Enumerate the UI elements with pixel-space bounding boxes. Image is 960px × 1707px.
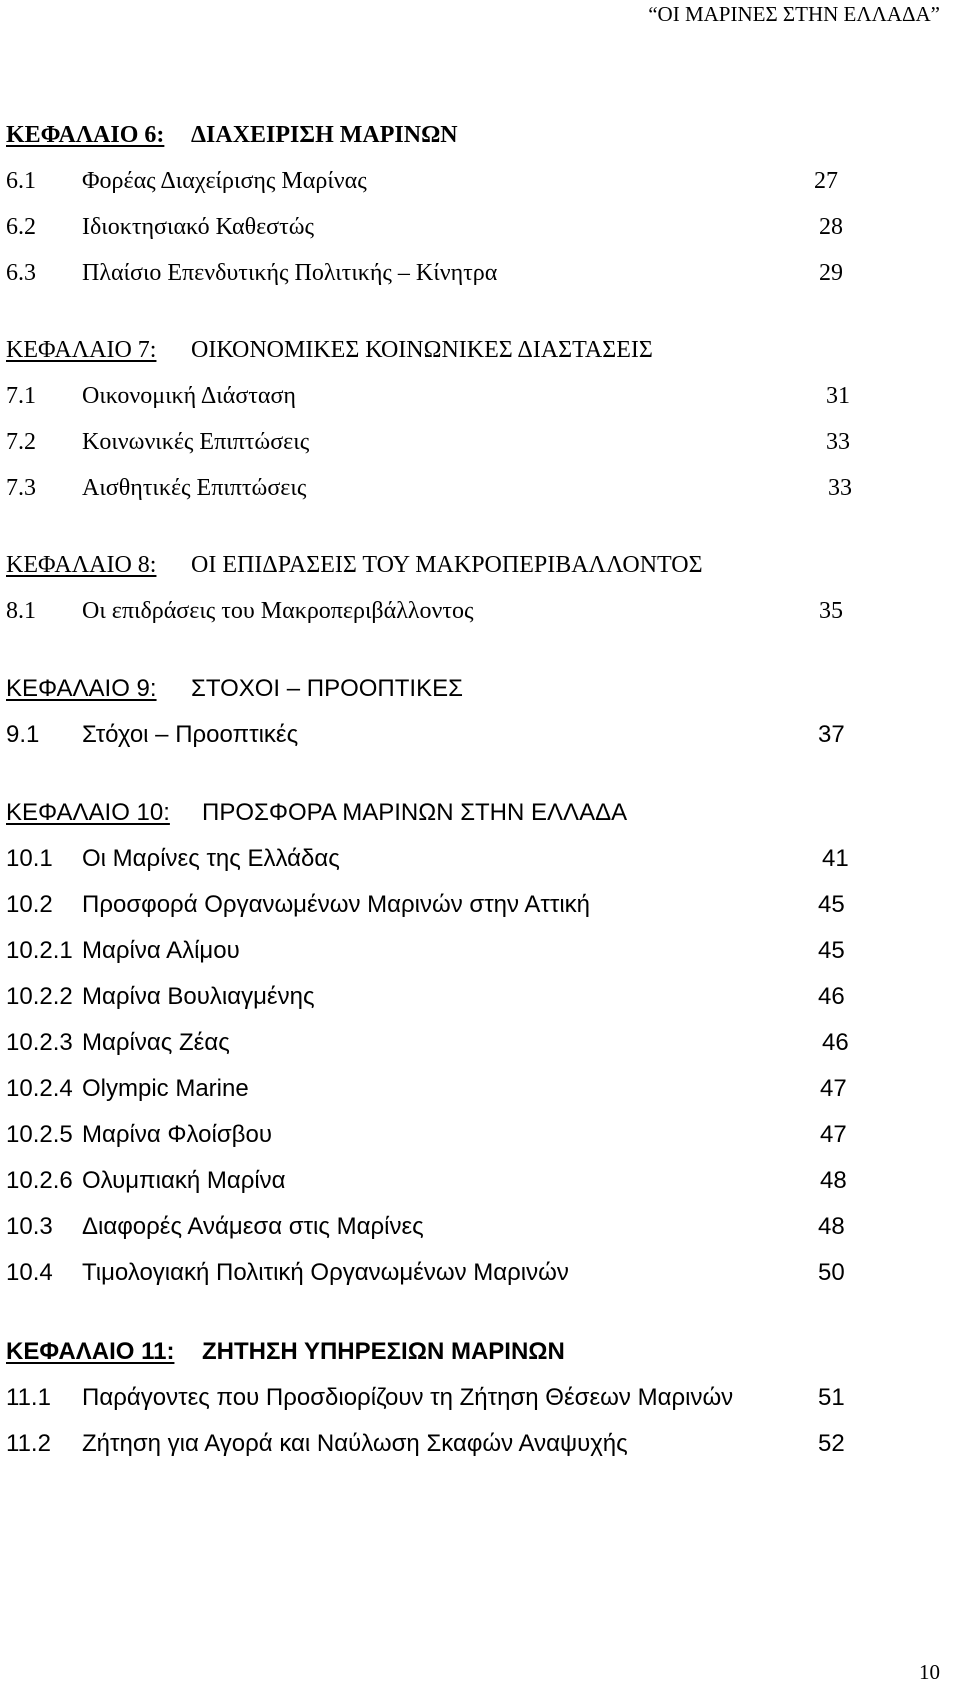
chapter-heading (0, 798, 960, 828)
entry-page: 28 (819, 214, 843, 240)
toc-entry (0, 381, 960, 411)
toc-entry (0, 844, 960, 874)
entry-number: 10.4 (6, 1259, 53, 1286)
toc-entry (0, 982, 960, 1012)
entry-title: Ιδιοκτησιακό Καθεστώς (82, 214, 315, 240)
entry-number: 10.2.1 (6, 937, 73, 964)
entry-title: Οι Μαρίνες της Ελλάδας (82, 845, 340, 872)
entry-title: Μαρίνα Αλίμου (82, 937, 240, 964)
running-header: “ΟΙ ΜΑΡΙΝΕΣ ΣΤΗΝ ΕΛΛΑΔΑ” (648, 2, 940, 26)
chapter-heading (0, 674, 960, 704)
entry-number: 11.1 (6, 1384, 51, 1411)
entry-page: 51 (818, 1384, 845, 1411)
entry-title: Πλαίσιο Επενδυτικής Πολιτικής – Κίνητρα (82, 260, 498, 286)
entry-page: 50 (818, 1259, 845, 1286)
entry-number: 7.2 (6, 429, 36, 455)
toc-entry (0, 1212, 960, 1242)
toc-entry (0, 1166, 960, 1196)
entry-number: 11.2 (6, 1430, 51, 1457)
entry-number: 10.2.4 (6, 1075, 73, 1102)
entry-title: Τιμολογιακή Πολιτική Οργανωμένων Μαρινών (82, 1259, 569, 1286)
entry-title: Προσφορά Οργανωμένων Μαρινών στην Αττική (82, 891, 591, 918)
chapter-title: ΠΡΟΣΦΟΡΑ ΜΑΡΙΝΩΝ ΣΤΗΝ ΕΛΛΑΔΑ (202, 799, 628, 826)
entry-title: Στόχοι – Προοπτικές (82, 721, 299, 748)
chapter-label: ΚΕΦΑΛΑΙΟ 7: (6, 337, 157, 363)
chapter-label: ΚΕΦΑΛΑΙΟ 6: (6, 122, 165, 148)
entry-number: 10.1 (6, 845, 53, 872)
entry-number: 9.1 (6, 721, 40, 748)
entry-number: 6.2 (6, 214, 36, 240)
toc-entry (0, 1028, 960, 1058)
entry-title: Ολυμπιακή Μαρίνα (82, 1167, 286, 1194)
entry-page: 52 (818, 1430, 845, 1457)
entry-title: Οικονομική Διάσταση (82, 383, 296, 409)
entry-page: 37 (818, 721, 845, 748)
entry-page: 46 (822, 1029, 849, 1056)
entry-number: 7.3 (6, 475, 36, 501)
toc-entry (0, 1074, 960, 1104)
entry-title: Οι επιδράσεις του Μακροπεριβάλλοντος (82, 598, 474, 624)
chapter-heading (0, 335, 960, 365)
entry-title: Μαρίνας Ζέας (82, 1029, 230, 1056)
entry-title: Μαρίνα Φλοίσβου (82, 1121, 272, 1148)
toc-entry (0, 473, 960, 503)
entry-page: 46 (818, 983, 845, 1010)
chapter-label: ΚΕΦΑΛΑΙΟ 10: (6, 799, 170, 826)
entry-page: 45 (818, 937, 845, 964)
entry-title: Μαρίνα Βουλιαγμένης (82, 983, 315, 1010)
chapter-title: ΖΗΤΗΣΗ ΥΠΗΡΕΣΙΩΝ ΜΑΡΙΝΩΝ (202, 1338, 565, 1365)
page-number: 10 (919, 1660, 940, 1684)
chapter-title: ΣΤΟΧΟΙ – ΠΡΟΟΠΤΙΚΕΣ (191, 675, 463, 702)
toc-entry (0, 1383, 960, 1413)
entry-number: 10.3 (6, 1213, 53, 1240)
toc-entry (0, 596, 960, 626)
entry-page: 48 (820, 1167, 847, 1194)
entry-page: 47 (820, 1121, 847, 1148)
toc-entry (0, 166, 960, 196)
chapter-heading (0, 120, 960, 150)
entry-number: 10.2.5 (6, 1121, 73, 1148)
entry-number: 10.2.6 (6, 1167, 73, 1194)
entry-page: 33 (826, 429, 850, 455)
entry-page: 48 (818, 1213, 845, 1240)
toc-entry (0, 258, 960, 288)
chapter-label: ΚΕΦΑΛΑΙΟ 9: (6, 675, 157, 702)
entry-page: 31 (826, 383, 850, 409)
entry-title: Olympic Marine (82, 1075, 249, 1102)
entry-title: Κοινωνικές Επιπτώσεις (82, 429, 310, 455)
entry-title: Φορέας Διαχείρισης Μαρίνας (82, 168, 367, 194)
chapter-heading (0, 550, 960, 580)
entry-number: 6.3 (6, 260, 36, 286)
chapter-title: ΟΙ ΕΠΙΔΡΑΣΕΙΣ ΤΟΥ ΜΑΚΡΟΠΕΡΙΒΑΛΛΟΝΤΟΣ (191, 552, 703, 578)
chapter-label: ΚΕΦΑΛΑΙΟ 11: (6, 1338, 175, 1365)
entry-page: 45 (818, 891, 845, 918)
entry-page: 27 (814, 168, 838, 194)
entry-title: Αισθητικές Επιπτώσεις (82, 475, 307, 501)
entry-page: 47 (820, 1075, 847, 1102)
toc-entry (0, 720, 960, 750)
chapter-label: ΚΕΦΑΛΑΙΟ 8: (6, 552, 157, 578)
toc-entry (0, 890, 960, 920)
entry-page: 29 (819, 260, 843, 286)
entry-title: Παράγοντες που Προσδιορίζουν τη Ζήτηση Θέσεων Μαρινών (82, 1384, 734, 1411)
entry-number: 10.2.3 (6, 1029, 73, 1056)
toc-entry (0, 1429, 960, 1459)
chapter-heading (0, 1337, 960, 1367)
entry-number: 6.1 (6, 168, 36, 194)
entry-page: 33 (828, 475, 852, 501)
entry-page: 41 (822, 845, 849, 872)
entry-title: Ζήτηση για Αγορά και Ναύλωση Σκαφών Αναψυχής (82, 1430, 628, 1457)
entry-number: 10.2 (6, 891, 53, 918)
toc-entry (0, 212, 960, 242)
entry-number: 10.2.2 (6, 983, 73, 1010)
entry-number: 7.1 (6, 383, 36, 409)
entry-number: 8.1 (6, 598, 36, 624)
toc-entry (0, 936, 960, 966)
entry-page: 35 (819, 598, 843, 624)
chapter-title: ΟΙΚΟΝΟΜΙΚΕΣ ΚΟΙΝΩΝΙΚΕΣ ΔΙΑΣΤΑΣΕΙΣ (191, 337, 653, 363)
toc-entry (0, 427, 960, 457)
toc-entry (0, 1258, 960, 1288)
toc-entry (0, 1120, 960, 1150)
entry-title: Διαφορές Ανάμεσα στις Μαρίνες (82, 1213, 424, 1240)
chapter-title: ΔΙΑΧΕΙΡΙΣΗ ΜΑΡΙΝΩΝ (191, 122, 458, 148)
